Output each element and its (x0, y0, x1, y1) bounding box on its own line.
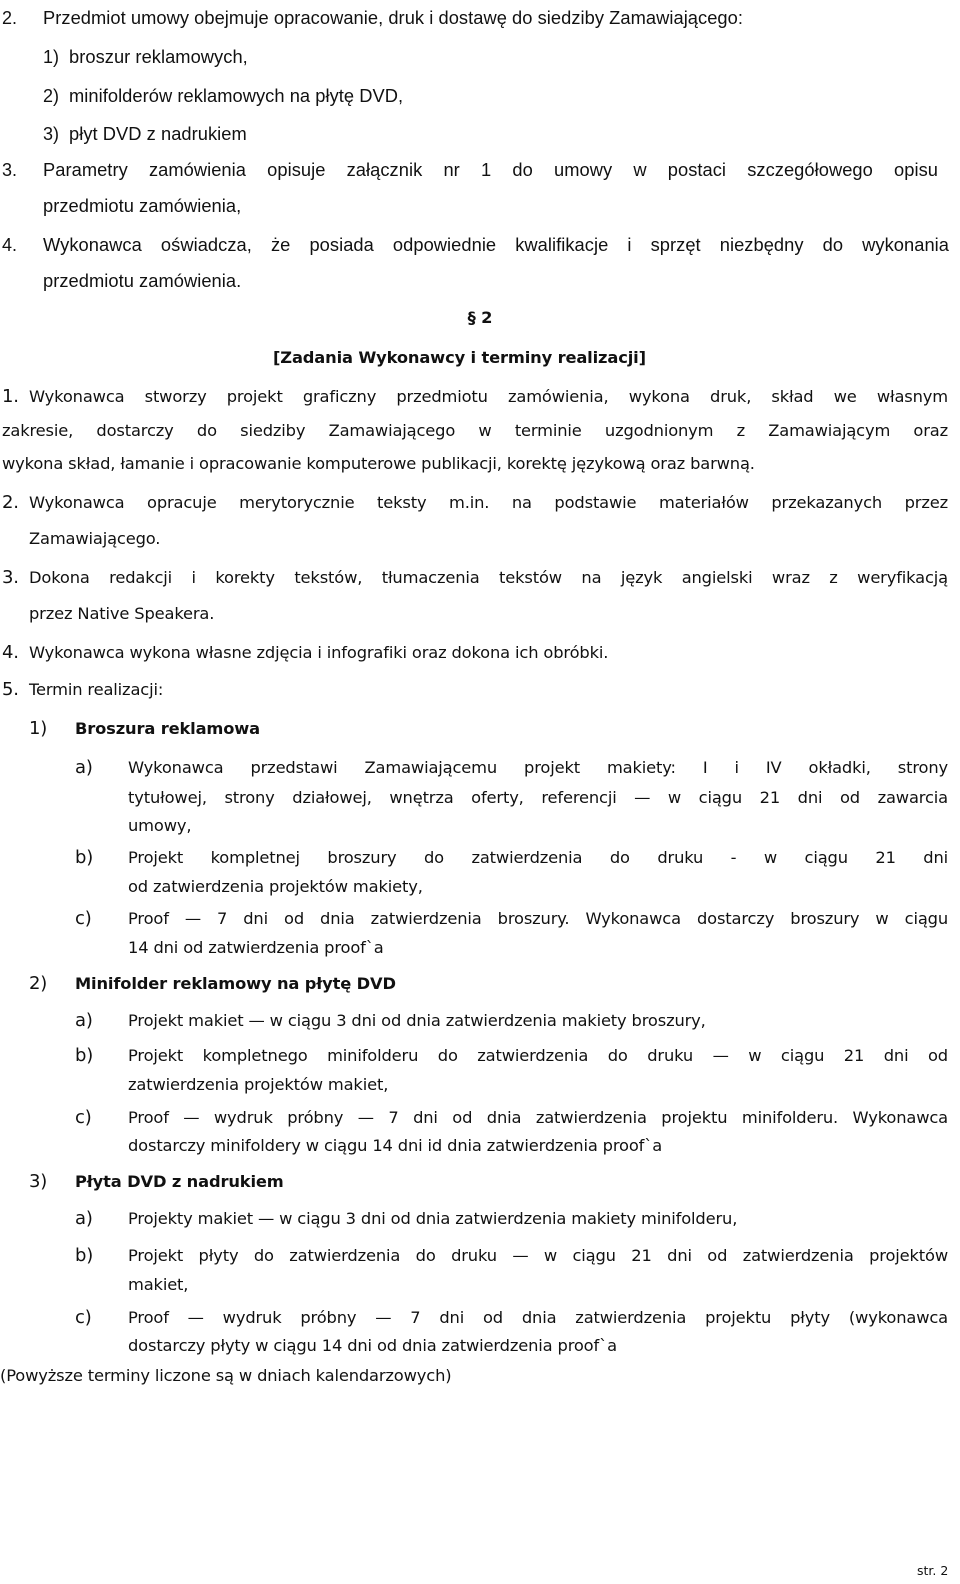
paragraph-line: Projekt makiet — w ciągu 3 dni od dnia zatwierdzenia makiety broszury, (128, 1011, 706, 1030)
paragraph-line: Projekt kompletnej broszury do zatwierdzenia do druku - w ciągu 21 dni (128, 848, 948, 867)
paragraph-line: Parametry zamówienia opisuje załącznik nr 1 do umowy w postaci szczegółowego opisu (43, 159, 938, 180)
paragraph-line: przez Native Speakera. (29, 604, 215, 623)
subsection-title: Minifolder reklamowy na płytę DVD (75, 974, 396, 993)
paragraph-line: Projekt płyty do zatwierdzenia do druku — w ciągu 21 dni od zatwierdzenia projektów (128, 1246, 948, 1265)
paragraph-line: dostarczy płyty w ciągu 14 dni od dnia zatwierdzenia proof`a (128, 1336, 617, 1355)
subsection-title: Broszura reklamowa (75, 719, 261, 738)
item-letter: c) (75, 1307, 92, 1328)
paragraph-line: Wykonawca stworzy projekt graficzny przedmiotu zamówienia, wykona druk, skład we własnym (29, 387, 948, 406)
paragraph-line: dostarczy minifoldery w ciągu 14 dni id dnia zatwierdzenia proof`a (128, 1136, 663, 1155)
list-number: 2) (43, 86, 60, 106)
paragraph-line: broszur reklamowych, (69, 46, 248, 67)
list-number: 4. (2, 642, 19, 663)
footnote: (Powyższe terminy liczone są w dniach kalendarzowych) (0, 1366, 452, 1385)
list-number: 2. (2, 8, 18, 28)
paragraph-line: Wykonawca wykona własne zdjęcia i infografiki oraz dokona ich obróbki. (29, 643, 609, 662)
list-number: 4. (2, 235, 18, 255)
paragraph-line: Proof — wydruk próbny — 7 dni od dnia zatwierdzenia projektu płyty (wykonawca (128, 1308, 948, 1327)
list-number: 3. (2, 567, 19, 588)
page-number: str. 2 (917, 1563, 949, 1578)
item-letter: b) (75, 847, 94, 868)
paragraph-line: Dokona redakcji i korekty tekstów, tłumaczenia tekstów na język angielski wraz z weryfikacją (29, 568, 948, 587)
paragraph-line: Wykonawca przedstawi Zamawiającemu projekt makiety: I i IV okładki, strony (128, 758, 948, 777)
section-number: 2 (481, 308, 493, 327)
paragraph-line: od zatwierdzenia projektów makiety, (128, 877, 423, 896)
paragraph-line: Projekty makiet — w ciągu 3 dni od dnia zatwierdzenia makiety minifolderu, (128, 1209, 738, 1228)
section-heading (0, 306, 960, 330)
item-letter: a) (75, 1208, 93, 1229)
subsection-title: Płyta DVD z nadrukiem (75, 1172, 284, 1191)
paragraph-line: Wykonawca oświadcza, że posiada odpowiednie kwalifikacje i sprzęt niezbędny do wykonania (43, 234, 949, 255)
list-number: 3) (29, 1171, 48, 1192)
list-number: 3. (2, 160, 18, 180)
paragraph-line: Zamawiającego. (29, 529, 161, 548)
paragraph-line: Wykonawca opracuje merytorycznie teksty m.in. na podstawie materiałów przekazanych przez (29, 493, 948, 512)
paragraph-line: zatwierdzenia projektów makiet, (128, 1075, 389, 1094)
paragraph-line: 14 dni od zatwierdzenia proof`a (128, 938, 384, 957)
paragraph-line: Projekt kompletnego minifolderu do zatwierdzenia do druku — w ciągu 21 dni od (128, 1046, 948, 1065)
paragraph-line: umowy, (128, 816, 192, 835)
paragraph-line: tytułowej, strony działowej, wnętrza oferty, referencji — w ciągu 21 dni od zawarcia (128, 788, 948, 807)
paragraph-line: Proof — wydruk próbny — 7 dni od dnia zatwierdzenia projektu minifolderu. Wykonawca (128, 1108, 948, 1127)
item-letter: b) (75, 1245, 94, 1266)
section-symbol: § (467, 308, 476, 327)
paragraph-line: wykona skład, łamanie i opracowanie komputerowe publikacji, korektę językową oraz barwną. (2, 454, 755, 473)
paragraph-line: Przedmiot umowy obejmuje opracowanie, druk i dostawę do siedziby Zamawiającego: (43, 7, 743, 28)
item-letter: a) (75, 1010, 93, 1031)
item-letter: b) (75, 1045, 94, 1066)
list-number: 1. (2, 386, 19, 407)
paragraph-line: zakresie, dostarczy do siedziby Zamawiającego w terminie uzgodnionym z Zamawiającym oraz (2, 421, 948, 440)
item-letter: c) (75, 1107, 92, 1128)
list-number: 3) (43, 124, 60, 144)
item-letter: a) (75, 757, 93, 778)
paragraph-line: Termin realizacji: (29, 680, 164, 699)
list-number: 1) (43, 47, 60, 67)
paragraph-line: przedmiotu zamówienia. (43, 270, 242, 291)
list-number: 2) (29, 973, 48, 994)
paragraph-line: płyt DVD z nadrukiem (69, 123, 247, 144)
section-title: [Zadania Wykonawcy i terminy realizacji] (273, 348, 646, 367)
paragraph-line: minifolderów reklamowych na płytę DVD, (69, 85, 404, 106)
list-number: 2. (2, 492, 19, 513)
item-letter: c) (75, 908, 92, 929)
paragraph-line: Proof — 7 dni od dnia zatwierdzenia broszury. Wykonawca dostarczy broszury w ciągu (128, 909, 948, 928)
list-number: 1) (29, 718, 48, 739)
paragraph-line: przedmiotu zamówienia, (43, 195, 242, 216)
paragraph-line: makiet, (128, 1275, 189, 1294)
list-number: 5. (2, 679, 19, 700)
